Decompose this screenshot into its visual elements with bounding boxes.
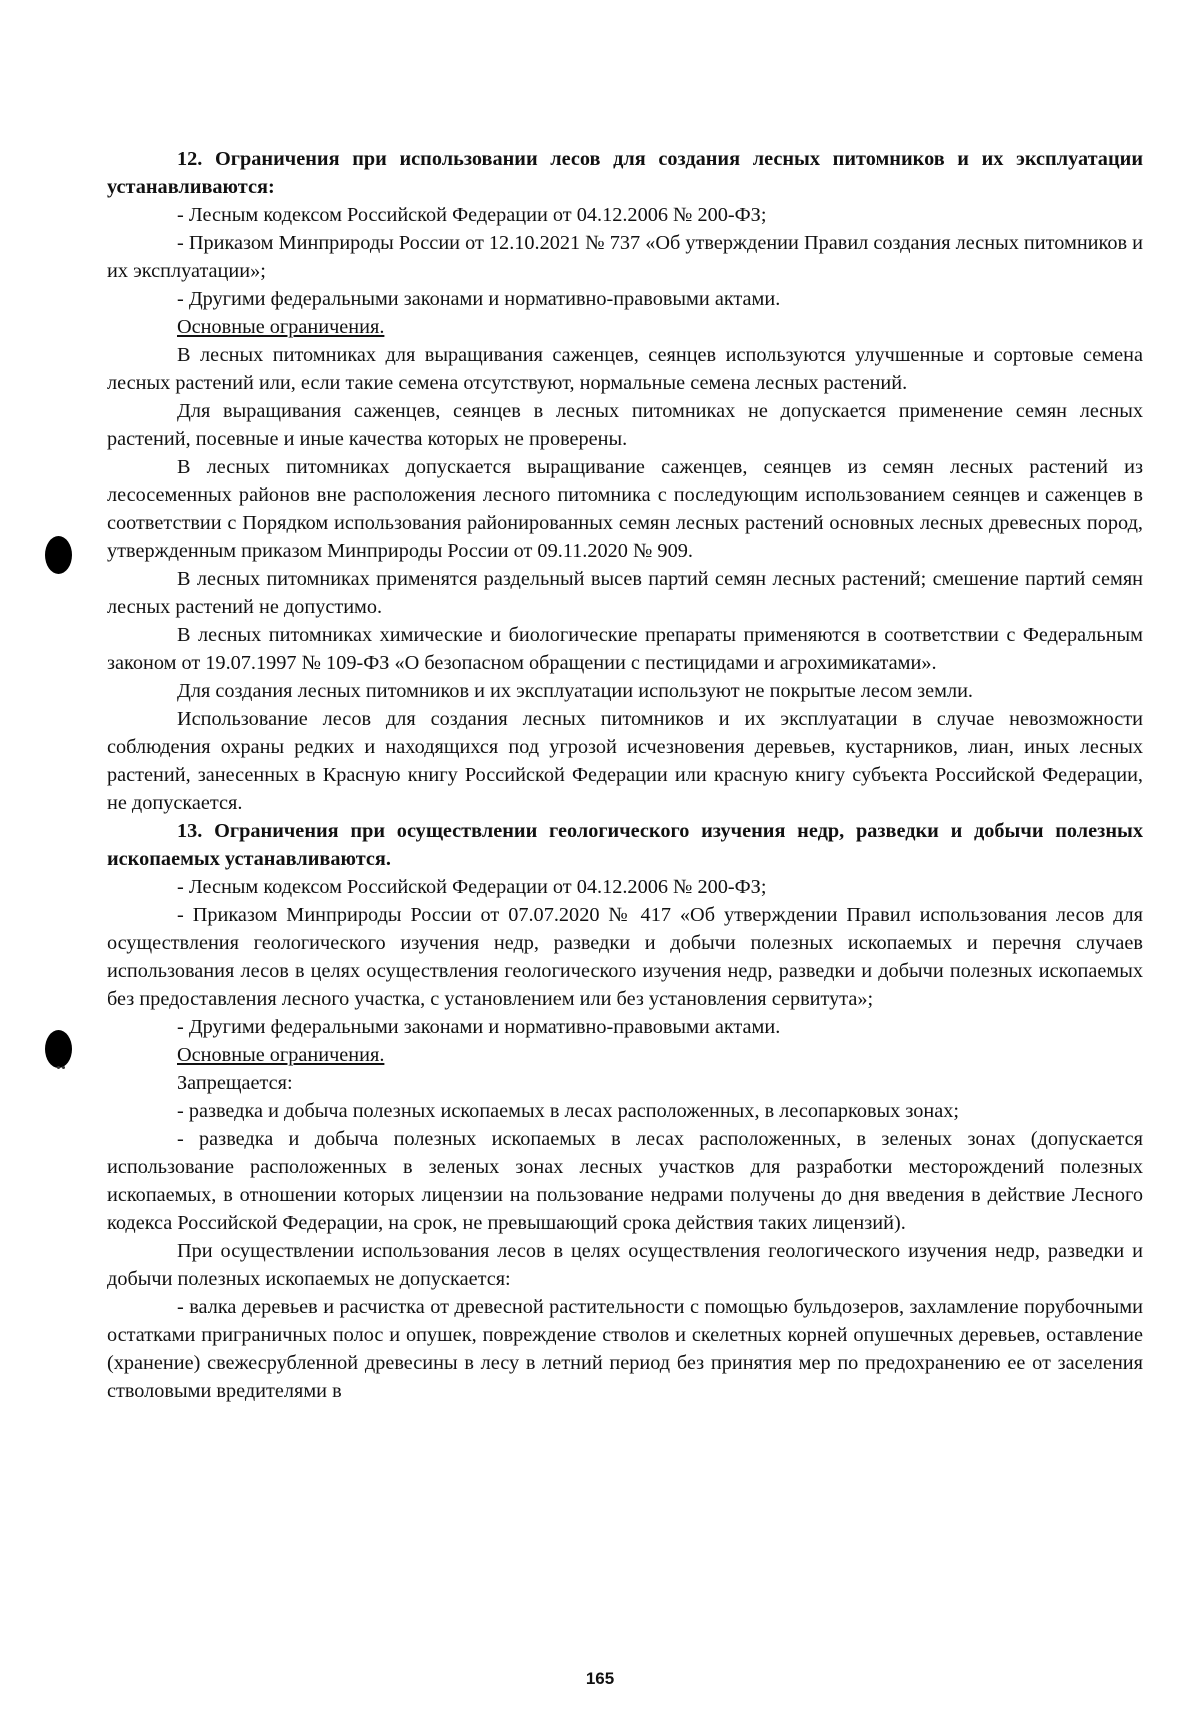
punch-hole-mark-bottom (45, 1030, 72, 1068)
section-12-paragraph-4: В лесных питомниках применятся раздельный высев партий семян лесных растений; смешение партий семян лесных растений не допустимо. (107, 568, 1143, 618)
scan-speck (62, 1066, 65, 1069)
section-13-subheading-text: Основные ограничения. (177, 1044, 385, 1066)
section-12-subheading (107, 313, 1143, 341)
section-13-prohibited-intro: Запрещается: (177, 1072, 293, 1094)
scan-speck (57, 1066, 60, 1069)
section-12-paragraph-5: В лесных питомниках химические и биологические препараты применяются в соответствии с Федеральным законом от 19.07.1997 № 109-ФЗ «О безопасном обращении с пестицидами и агрохимикатами». (107, 624, 1143, 674)
section-12-paragraph-7: Использование лесов для создания лесных питомников и их эксплуатации в случае невозможности соблюдения охраны редких и находящихся под угрозой исчезновения деревьев, кустарников, лиан, иных лесных растений, занесенных в Красную книгу Российской Федерации или красную книгу субъекта Российской Федерации, не допускается. (107, 708, 1143, 814)
section-13-prohibited-item-1: - разведка и добыча полезных ископаемых в лесах расположенных, в лесопарковых зонах; (177, 1100, 960, 1122)
section-12-subheading-text: Основные ограничения. (177, 316, 385, 338)
section-13-source-1: - Лесным кодексом Российской Федерации от 04.12.2006 № 200-ФЗ; (177, 876, 767, 898)
section-13-heading: 13. Ограничения при осуществлении геологического изучения недр, разведки и добычи полезных ископаемых устанавливаются. (107, 820, 1143, 870)
section-13-subheading (107, 1041, 1143, 1069)
section-12-paragraph-6: Для создания лесных питомников и их эксплуатации используют не покрытые лесом земли. (177, 680, 973, 702)
section-12-source-2: - Приказом Минприроды России от 12.10.2021 № 737 «Об утверждении Правил создания лесных питомников и их эксплуатации»; (107, 232, 1143, 282)
punch-hole-mark-top (45, 536, 72, 574)
section-12-heading: 12. Ограничения при использовании лесов для создания лесных питомников и их эксплуатации устанавливаются: (107, 148, 1143, 198)
section-13-prohibited-item-2: - разведка и добыча полезных ископаемых в лесах расположенных, в зеленых зонах (допускается использование расположенных в зеленых зонах лесных участков для разработки месторождений полезных ископаемых, в отношении которых лицензии на пользование недрами получены до дня введения в действие Лесного кодекса Российской Федерации, на срок, не превышающий срока действия таких лицензий). (107, 1128, 1143, 1234)
section-13-source-3: - Другими федеральными законами и нормативно-правовыми актами. (177, 1016, 781, 1038)
section-12-source-1: - Лесным кодексом Российской Федерации от 04.12.2006 № 200-ФЗ; (177, 204, 767, 226)
section-12-paragraph-2: Для выращивания саженцев, сеянцев в лесных питомниках не допускается применение семян лесных растений, посевные и иные качества которых не проверены. (107, 400, 1143, 450)
page-number: 165 (585, 1669, 615, 1688)
section-13-not-allowed-intro: При осуществлении использования лесов в целях осуществления геологического изучения недр, разведки и добычи полезных ископаемых не допускается: (107, 1240, 1143, 1290)
section-12-source-3: - Другими федеральными законами и нормативно-правовыми актами. (177, 288, 781, 310)
section-12-paragraph-3: В лесных питомниках допускается выращивание саженцев, сеянцев из семян лесных растений из лесосеменных районов вне расположения лесного питомника с последующим использованием сеянцев и саженцев в соответствии с Порядком использования районированных семян лесных растений основных лесных древесных пород, утвержденным приказом Минприроды России от 09.11.2020 № 909. (107, 456, 1143, 562)
section-12-paragraph-1: В лесных питомниках для выращивания саженцев, сеянцев используются улучшенные и сортовые семена лесных растений или, если такие семена отсутствуют, нормальные семена лесных растений. (107, 344, 1143, 394)
document-body (107, 145, 1143, 1405)
section-13-not-allowed-item-1: - валка деревьев и расчистка от древесной растительности с помощью бульдозеров, захламление порубочными остатками приграничных полос и опушек, повреждение стволов и скелетных корней опушечных деревьев, оставление (хранение) свежесрубленной древесины в лесу в летний период без принятия мер по предохранению ее от заселения стволовыми вредителями в (107, 1296, 1143, 1402)
section-13-source-2: - Приказом Минприроды России от 07.07.2020 № 417 «Об утверждении Правил использования лесов для осуществления геологического изучения недр, разведки и добычи полезных ископаемых и перечня случаев использования лесов в целях осуществления геологического изучения недр, разведки и добычи полезных ископаемых без предоставления лесного участка, с установлением или без установления сервитута»; (107, 904, 1143, 1010)
